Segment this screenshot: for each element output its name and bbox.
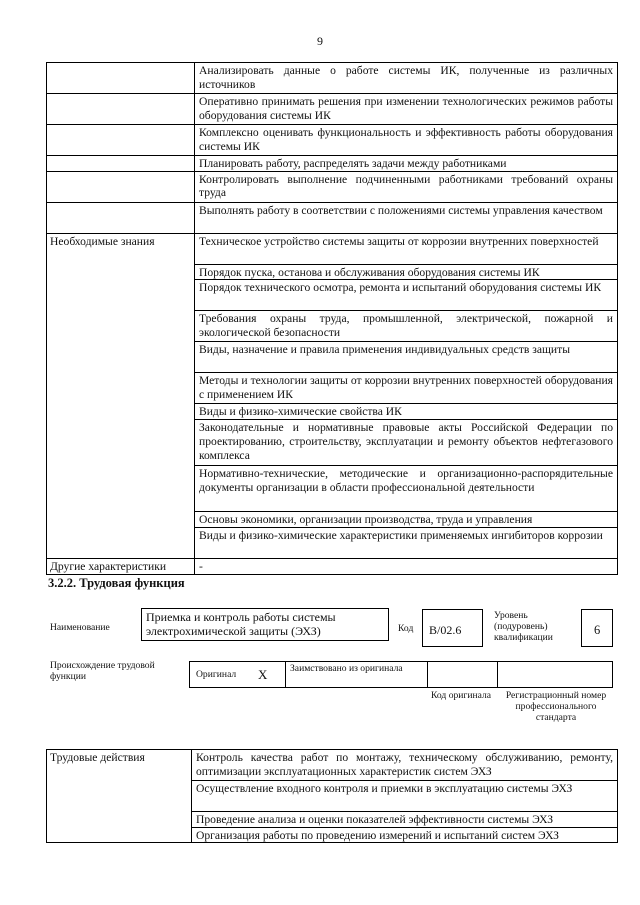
knowledge-cell: Виды и физико-химические свойства ИК <box>195 404 618 420</box>
knowledge-cell: Виды и физико-химические характеристики применяемых ингибиторов коррозии <box>195 527 618 558</box>
origin-label: Происхождение трудовой функции <box>50 660 155 682</box>
empty-label-cell <box>47 125 195 156</box>
level-value-box: 6 <box>581 609 613 647</box>
knowledge-cell: Техническое устройство системы защиты от коррозии внутренних поверхностей <box>195 233 618 264</box>
labour-action-cell: Проведение анализа и оценки показателей эффективности системы ЭХЗ <box>192 812 618 828</box>
code-label: Код <box>398 623 414 634</box>
empty-label-cell <box>47 63 195 94</box>
borrowed-label: Заимствовано из оригинала <box>290 663 403 674</box>
knowledge-cell: Законодательные и нормативные правовые акты Российской Федерации по проектированию, строительству, эксплуатации и ремонту объектов нефтегазового комплекса <box>195 420 618 466</box>
knowledge-label: Необходимые знания <box>47 233 195 558</box>
skill-cell: Планировать работу, распределять задачи между работниками <box>195 156 618 172</box>
code-original-label: Код оригинала <box>430 690 492 701</box>
level-label: Уровень (подуровень) квалификации <box>494 610 553 643</box>
labour-actions-label: Трудовые действия <box>47 750 192 843</box>
origin-divider <box>285 662 286 687</box>
knowledge-cell: Методы и технологии защиты от коррозии внутренних поверхностей оборудования с применением ИК <box>195 373 618 404</box>
knowledge-cell: Порядок технического осмотра, ремонта и испытаний оборудования системы ИК <box>195 280 618 311</box>
empty-label-cell <box>47 202 195 233</box>
knowledge-cell: Порядок пуска, останова и обслуживания оборудования системы ИК <box>195 264 618 280</box>
empty-label-cell <box>47 94 195 125</box>
knowledge-cell: Требования охраны труда, промышленной, электрической, пожарной и экологической безопасности <box>195 311 618 342</box>
knowledge-cell: Нормативно-технические, методические и организационно-распорядительные документы организации в области профессиональной деятельности <box>195 466 618 512</box>
skill-cell: Анализировать данные о работе системы ИК, полученные из различных источников <box>195 63 618 94</box>
skill-cell: Выполнять работу в соответствии с положениями системы управления качеством <box>195 202 618 233</box>
origin-divider <box>427 662 428 687</box>
name-label: Наименование <box>50 622 110 633</box>
labour-action-cell: Контроль качества работ по монтажу, техническому обслуживанию, ремонту, оптимизации эксплуатационных характеристик систем ЭХЗ <box>192 750 618 781</box>
skill-cell: Оперативно принимать решения при изменении технологических режимов работы оборудования системы ИК <box>195 94 618 125</box>
empty-label-cell <box>47 171 195 202</box>
qualification-table <box>46 62 618 575</box>
empty-label-cell <box>47 156 195 172</box>
origin-row <box>189 661 613 688</box>
page-number: 9 <box>317 34 323 48</box>
labour-action-cell: Организация работы по проведению измерений и испытаний систем ЭХЗ <box>192 827 618 843</box>
function-name-box: Приемка и контроль работы системы электрохимической защиты (ЭХЗ) <box>141 608 389 641</box>
original-label: Оригинал <box>196 669 237 680</box>
section-title: 3.2.2. Трудовая функция <box>48 576 185 590</box>
knowledge-cell: Виды, назначение и правила применения индивидуальных средств защиты <box>195 342 618 373</box>
other-characteristics-value: - <box>195 558 618 574</box>
skill-cell: Контролировать выполнение подчиненными работниками требований охраны труда <box>195 171 618 202</box>
knowledge-cell: Основы экономики, организации производства, труда и управления <box>195 512 618 528</box>
original-mark: X <box>258 667 268 682</box>
labour-action-cell: Осуществление входного контроля и приемки в эксплуатацию системы ЭХЗ <box>192 781 618 812</box>
labour-actions-table <box>46 749 618 843</box>
registration-number-label: Регистрационный номер профессионального стандарта <box>505 690 607 723</box>
function-code-box: B/02.6 <box>422 609 483 647</box>
origin-divider <box>497 662 498 687</box>
other-characteristics-label: Другие характеристики <box>47 558 195 574</box>
skill-cell: Комплексно оценивать функциональность и эффективность работы оборудования системы ИК <box>195 125 618 156</box>
